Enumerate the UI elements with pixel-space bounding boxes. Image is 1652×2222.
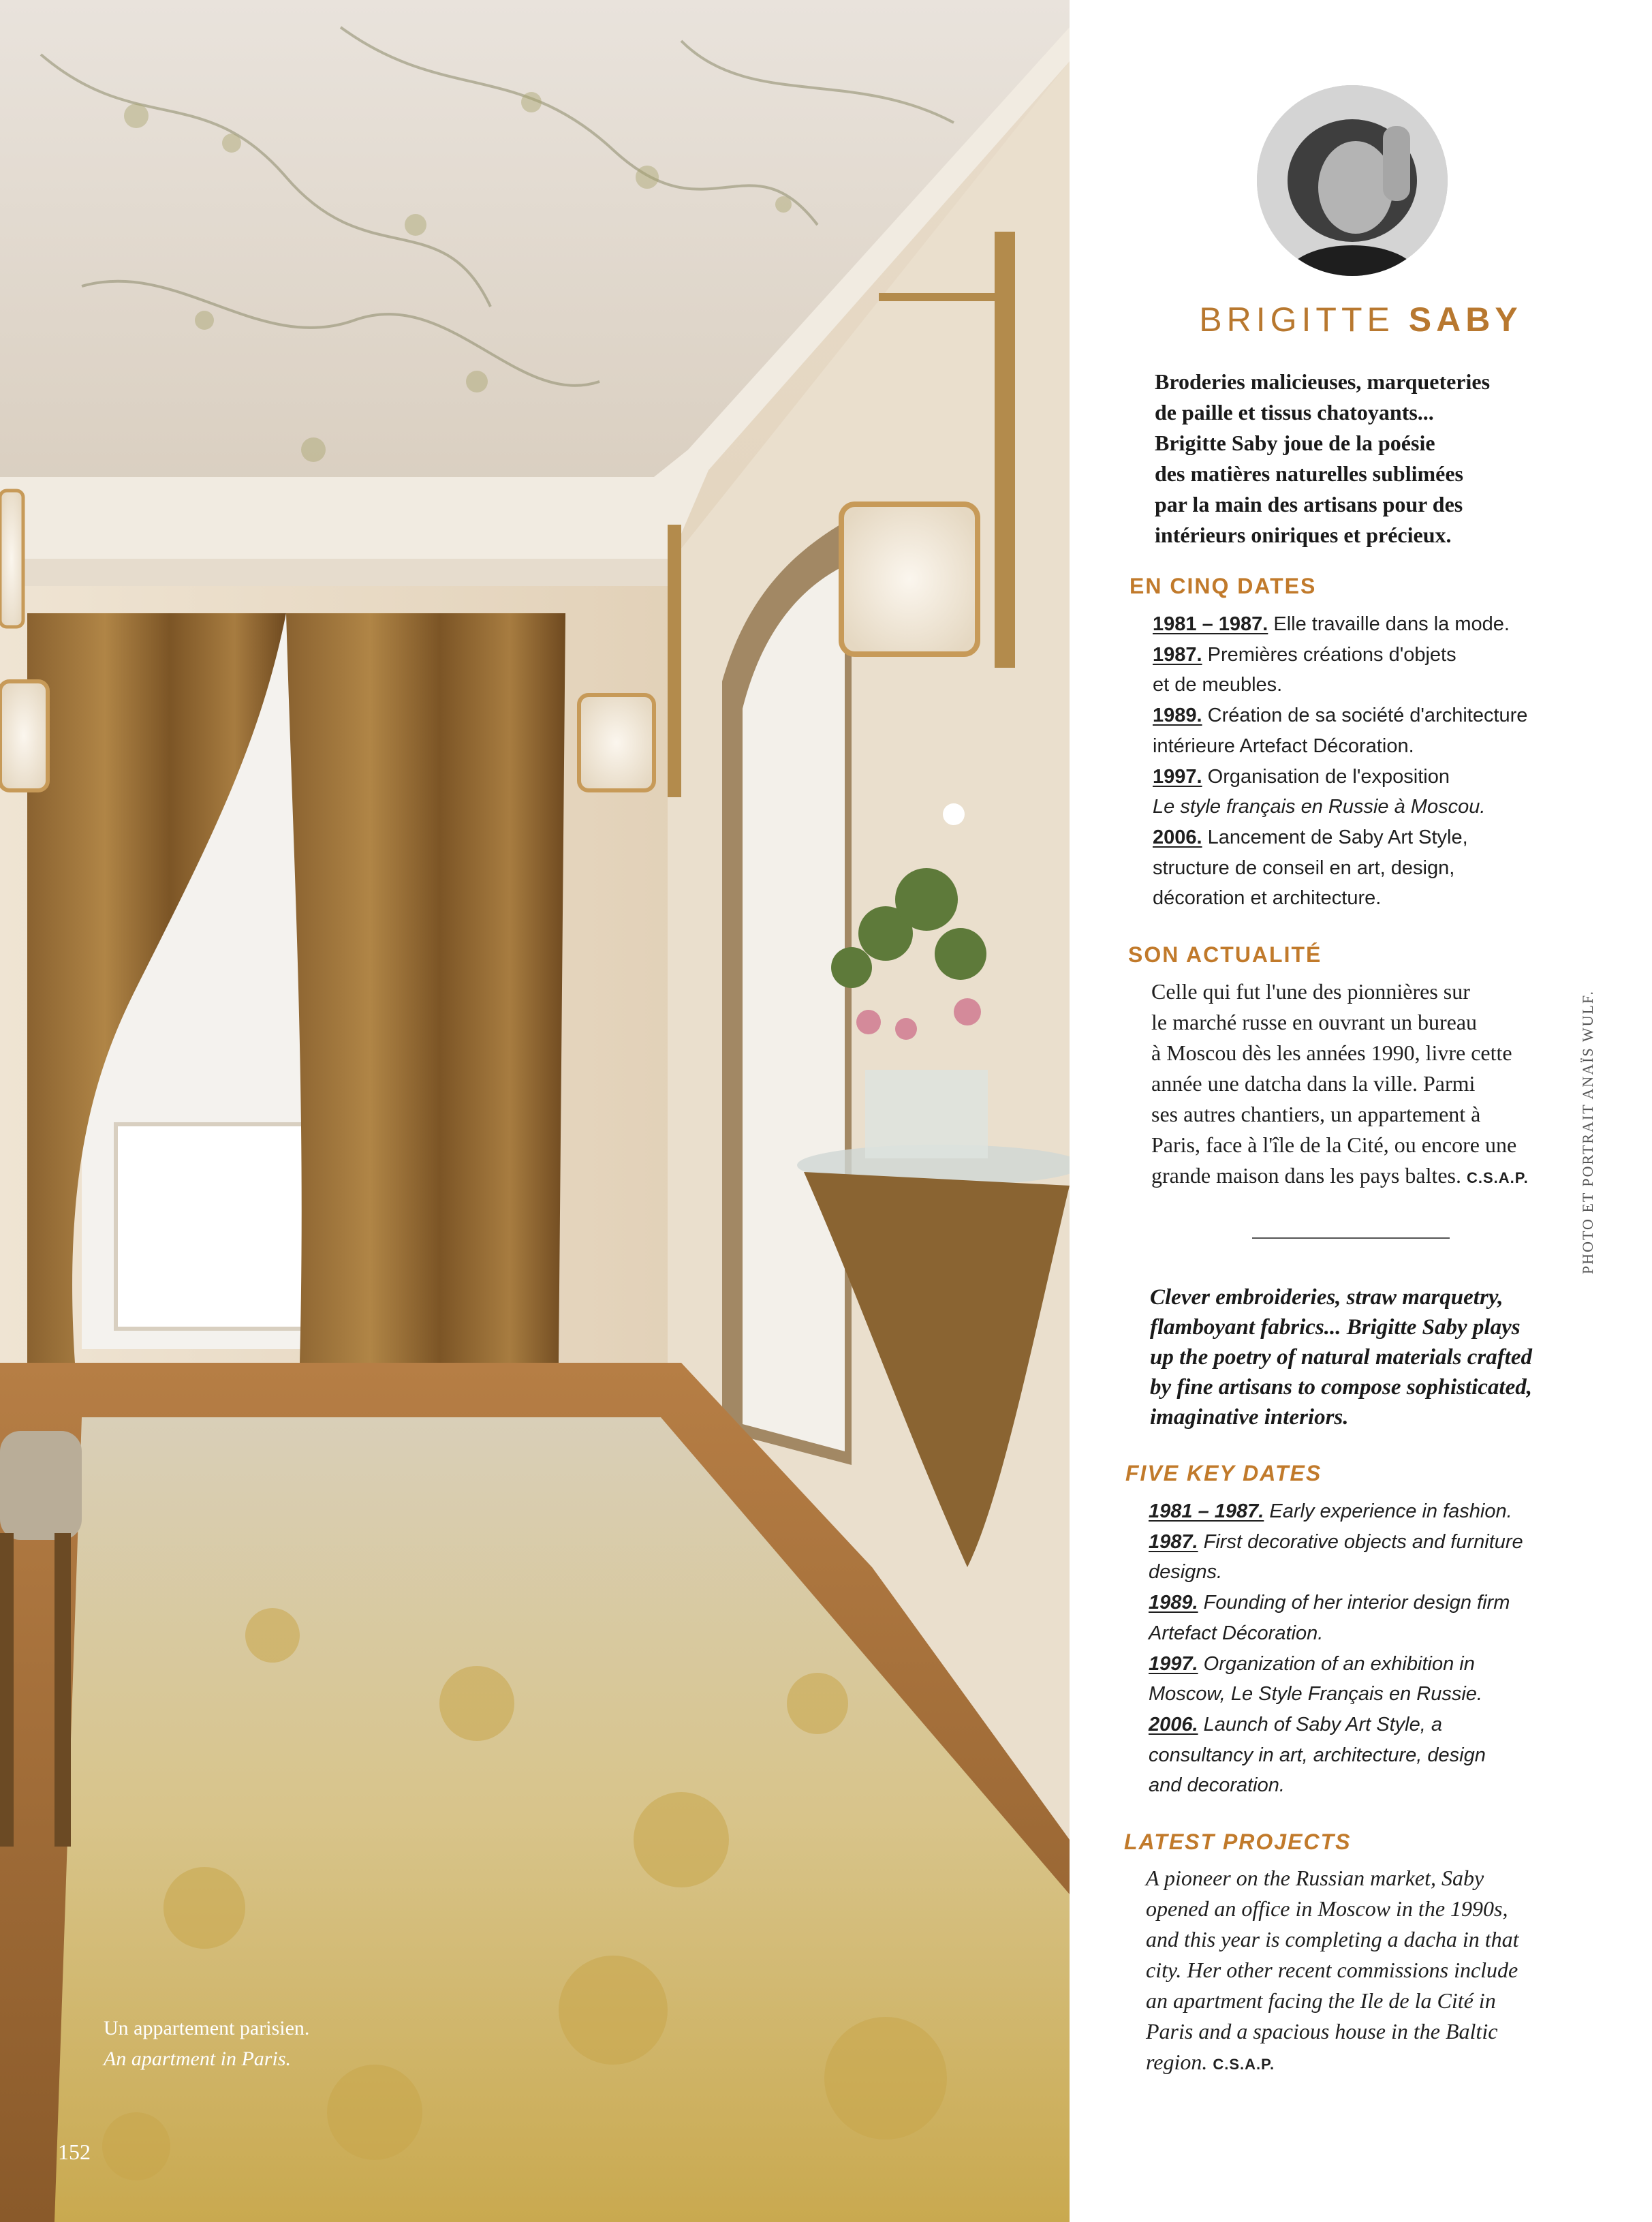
- last-name: SABY: [1408, 300, 1523, 339]
- projects-en-line: A pioneer on the Russian market, Saby: [1146, 1866, 1484, 1890]
- date-text: Moscow, Le Style Français en Russie.: [1149, 1683, 1482, 1706]
- intro-en-line: imaginative interiors.: [1150, 1405, 1349, 1430]
- date-text: Création de sa société d'architecture: [1202, 705, 1528, 727]
- intro-fr: [1155, 367, 1536, 551]
- dates-fr-list: [1153, 609, 1527, 914]
- date-line: [1153, 762, 1527, 792]
- news-fr-last: grande maison dans les pays baltes.: [1151, 1163, 1461, 1188]
- date-year: 2006.: [1153, 826, 1202, 848]
- date-line: [1153, 609, 1527, 640]
- intro-en-line: Clever embroideries, straw marquetry,: [1150, 1285, 1503, 1310]
- news-fr-line: ses autres chantiers, un appartement à: [1151, 1102, 1481, 1126]
- heading-son-actualite: SON ACTUALITÉ: [1128, 942, 1322, 967]
- date-line: [1149, 1710, 1523, 1740]
- date-year: 1997.: [1149, 1652, 1198, 1675]
- portrait-illustration: [1257, 85, 1448, 276]
- date-year: 1981 – 1987.: [1149, 1500, 1264, 1522]
- intro-en-line: up the poetry of natural materials crafted: [1150, 1345, 1532, 1370]
- divider-rule: [1252, 1237, 1450, 1239]
- signature: C.S.A.P.: [1467, 1169, 1529, 1186]
- projects-en-line: an apartment facing the Ile de la Cité in: [1146, 1988, 1496, 2013]
- heading-en-cinq-dates: EN CINQ DATES: [1129, 574, 1317, 598]
- news-fr-line: [1151, 1160, 1529, 1193]
- projects-en-line: Paris and a spacious house in the Baltic: [1146, 2019, 1498, 2043]
- date-text: décoration et architecture.: [1153, 887, 1382, 910]
- portrait-photo: [1257, 85, 1448, 276]
- date-line: [1149, 1557, 1523, 1588]
- date-text: Le style français en Russie à Moscou.: [1153, 796, 1486, 818]
- page-number: 152: [58, 2140, 91, 2164]
- intro-en-line: flamboyant fabrics... Brigitte Saby plays: [1150, 1315, 1521, 1340]
- projects-en-line: opened an office in Moscow in the 1990s,: [1146, 1896, 1508, 1921]
- projects-en-last: region.: [1146, 2050, 1208, 2074]
- news-fr-line: année une datcha dans la ville. Parmi: [1151, 1071, 1476, 1096]
- date-text: Founding of her interior design firm: [1198, 1592, 1510, 1614]
- date-text: structure de conseil en art, design,: [1153, 857, 1455, 879]
- date-line: [1153, 883, 1527, 914]
- date-text: Artefact Décoration.: [1149, 1622, 1324, 1644]
- date-text: Early experience in fashion.: [1264, 1500, 1512, 1522]
- signature: C.S.A.P.: [1213, 2056, 1275, 2073]
- news-fr-line: le marché russe en ouvrant un bureau: [1151, 1010, 1478, 1034]
- date-line: [1149, 1679, 1523, 1710]
- date-text: Premières créations d'objets: [1202, 643, 1456, 666]
- heading-five-key-dates: FIVE KEY DATES: [1125, 1461, 1322, 1485]
- dates-en-list: [1149, 1496, 1523, 1801]
- date-text: Organization of an exhibition in: [1198, 1652, 1475, 1675]
- date-text: designs.: [1149, 1561, 1223, 1584]
- date-line: [1153, 792, 1527, 822]
- date-text: Launch of Saby Art Style, a: [1198, 1713, 1442, 1735]
- date-year: 1981 – 1987.: [1153, 613, 1268, 635]
- news-fr-line: Celle qui fut l'une des pionnières sur: [1151, 979, 1470, 1004]
- intro-fr-line: intérieurs oniriques et précieux.: [1155, 523, 1452, 547]
- date-line: [1153, 853, 1527, 884]
- intro-en-line: by fine artisans to compose sophisticated,: [1150, 1375, 1532, 1400]
- date-line: [1149, 1618, 1523, 1649]
- date-year: 1987.: [1149, 1530, 1198, 1553]
- date-year: 1997.: [1153, 765, 1202, 788]
- heading-latest-projects: LATEST PROJECTS: [1124, 1830, 1352, 1854]
- date-year: 1989.: [1149, 1592, 1198, 1614]
- news-fr-line: Paris, face à l'île de la Cité, ou encore une: [1151, 1132, 1517, 1157]
- date-line: [1153, 670, 1527, 700]
- photo-caption-fr: Un appartement parisien.: [104, 2017, 310, 2039]
- date-text: Organisation de l'exposition: [1202, 765, 1450, 788]
- intro-fr-line: des matières naturelles sublimées: [1155, 461, 1463, 486]
- date-line: [1149, 1527, 1523, 1558]
- date-text: and decoration.: [1149, 1774, 1285, 1797]
- date-line: [1149, 1649, 1523, 1680]
- intro-fr-line: Brigitte Saby joue de la poésie: [1155, 431, 1435, 455]
- news-fr-line: à Moscou dès les années 1990, livre cette: [1151, 1040, 1512, 1065]
- date-line: [1153, 640, 1527, 670]
- projects-en-body: [1146, 1863, 1519, 2080]
- date-text: et de meubles.: [1153, 674, 1283, 696]
- intro-en: [1150, 1282, 1545, 1432]
- date-line: [1149, 1496, 1523, 1527]
- profile-name: [1070, 300, 1652, 339]
- intro-fr-line: par la main des artisans pour des: [1155, 492, 1463, 516]
- date-year: 1989.: [1153, 705, 1202, 727]
- photo-caption-en: An apartment in Paris.: [104, 2048, 291, 2070]
- date-text: intérieure Artefact Décoration.: [1153, 735, 1414, 757]
- date-line: [1153, 700, 1527, 731]
- date-text: First decorative objects and furniture: [1198, 1530, 1523, 1553]
- date-text: Lancement de Saby Art Style,: [1202, 826, 1468, 848]
- first-name: BRIGITTE: [1199, 300, 1394, 339]
- photo-credit: PHOTO ET PORTRAIT ANAÏS WULF.: [1579, 990, 1596, 1274]
- intro-fr-line: de paille et tissus chatoyants...: [1155, 400, 1434, 425]
- projects-en-line: city. Her other recent commissions include: [1146, 1958, 1518, 1982]
- date-text: consultancy in art, architecture, design: [1149, 1744, 1486, 1766]
- date-year: 2006.: [1149, 1713, 1198, 1735]
- projects-en-line: and this year is completing a dacha in that: [1146, 1927, 1519, 1951]
- date-line: [1149, 1770, 1523, 1801]
- news-fr-body: [1151, 976, 1529, 1193]
- date-year: 1987.: [1153, 643, 1202, 666]
- date-text: Elle travaille dans la mode.: [1268, 613, 1510, 635]
- date-line: [1153, 822, 1527, 853]
- date-line: [1149, 1740, 1523, 1771]
- date-line: [1149, 1588, 1523, 1618]
- intro-fr-line: Broderies malicieuses, marqueteries: [1155, 369, 1491, 394]
- projects-en-line: [1146, 2047, 1519, 2080]
- date-line: [1153, 731, 1527, 762]
